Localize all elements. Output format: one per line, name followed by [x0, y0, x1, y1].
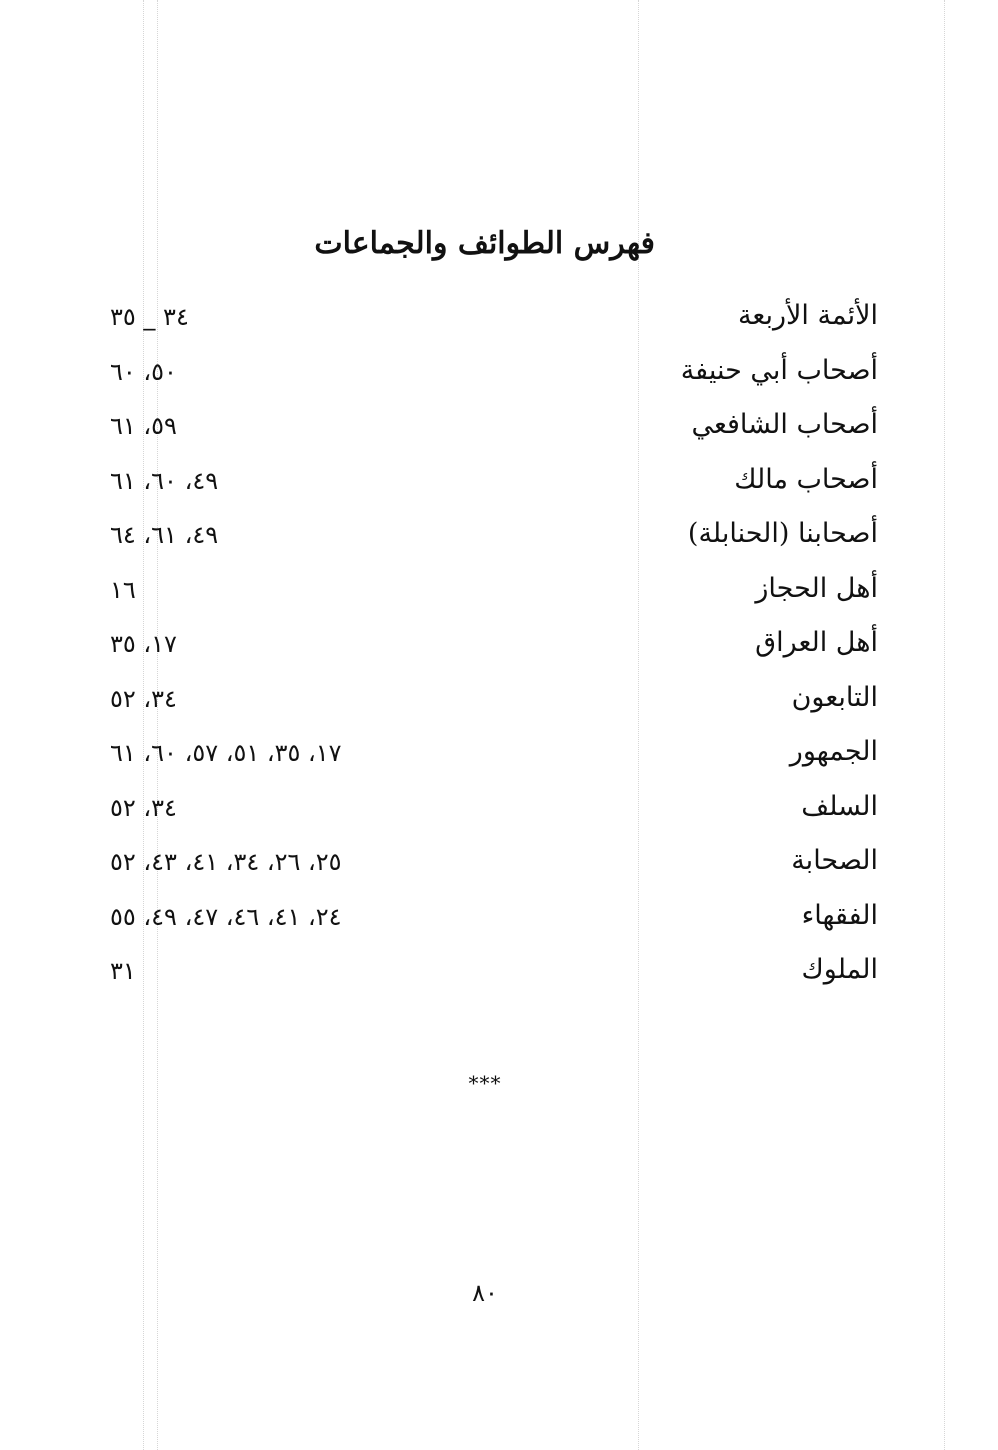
index-entry-term: التابعون [791, 681, 878, 713]
index-entry [110, 617, 878, 672]
faint-guide-line [944, 0, 945, 1450]
index-entry-term: أصحاب مالك [734, 463, 878, 495]
index-entry [110, 835, 878, 890]
index-entry-term: الصحابة [791, 845, 878, 876]
index-entry-pages: ٣٤، ٥٢ [110, 684, 177, 713]
index-entry-term: الملوك [801, 954, 878, 985]
index-entry [110, 781, 878, 836]
index-entry-pages: ٤٩، ٦٠، ٦١ [110, 466, 219, 495]
index-entry [110, 563, 878, 618]
index-list [110, 290, 878, 999]
index-entry-term: أهل العراق [755, 627, 878, 658]
index-entry-term: الفقهاء [801, 899, 878, 931]
index-entry-term: أصحاب أبي حنيفة [680, 354, 878, 386]
index-entry [110, 399, 878, 454]
index-entry [110, 454, 878, 509]
index-entry [110, 890, 878, 945]
page-number: ٨٠ [472, 1279, 498, 1307]
index-entry-pages: ٥٠، ٦٠ [110, 357, 177, 386]
index-entry [110, 944, 878, 999]
index-entry-pages: ١٦ [110, 575, 136, 604]
index-entry [110, 345, 878, 400]
index-title: فهرس الطوائف والجماعات [314, 226, 655, 261]
index-entry [110, 508, 878, 563]
index-entry-pages: ٣٤ _ ٣٥ [110, 303, 189, 331]
index-entry [110, 726, 878, 781]
index-entry-pages: ٣٤، ٥٢ [110, 793, 177, 822]
index-entry-pages: ٤٩، ٦١، ٦٤ [110, 521, 219, 549]
index-entry-pages: ١٧، ٣٥ [110, 630, 177, 658]
index-entry-pages: ٢٥، ٢٦، ٣٤، ٤١، ٤٣، ٥٢ [110, 848, 342, 876]
index-entry-pages: ٥٩، ٦١ [110, 412, 177, 440]
section-separator: *** [468, 1071, 502, 1095]
index-entry-pages: ٢٤، ٤١، ٤٦، ٤٧، ٤٩، ٥٥ [110, 902, 342, 931]
index-entry-pages: ٣١ [110, 957, 136, 985]
index-entry [110, 672, 878, 727]
index-entry [110, 290, 878, 345]
index-entry-term: أصحابنا (الحنابلة) [687, 518, 878, 549]
index-entry-term: أصحاب الشافعي [691, 409, 878, 440]
index-entry-term: السلف [801, 790, 878, 822]
index-entry-term: الجمهور [789, 736, 878, 767]
index-entry-term: الأئمة الأربعة [737, 300, 878, 331]
index-entry-pages: ١٧، ٣٥، ٥١، ٥٧، ٦٠، ٦١ [110, 739, 342, 767]
index-entry-term: أهل الحجاز [755, 572, 878, 604]
